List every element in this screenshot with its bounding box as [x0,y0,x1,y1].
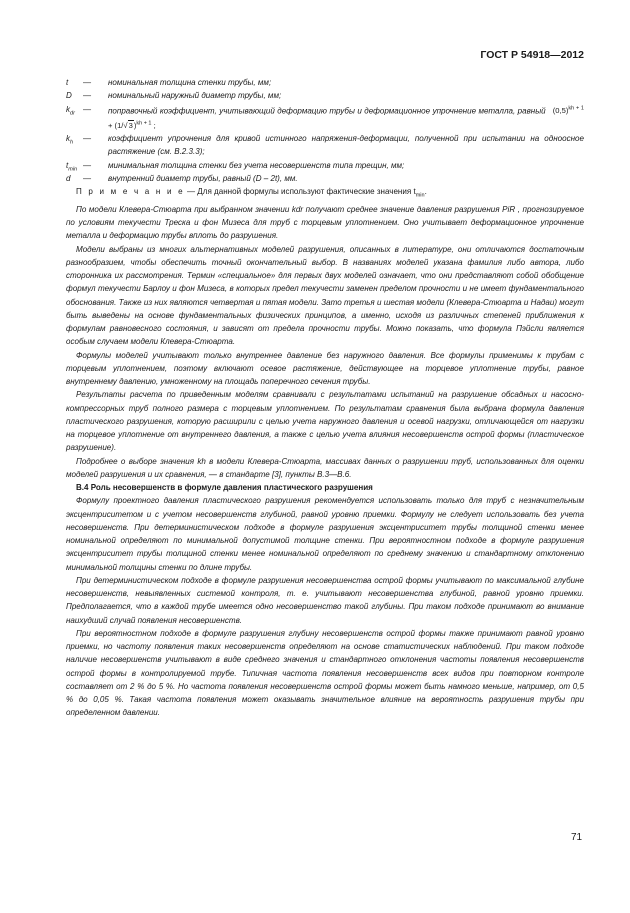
definition-d [66,172,584,185]
definition-text: номинальный наружный диаметр трубы, мм; [108,91,282,101]
definition-symbol: d [66,173,71,183]
paragraph: Модели выбраны из многих альтернативных моделей разрушения, описанных в литературе, они отличаются достаточным разнообразием, чтобы обеспечить точный окончательный выбор. В названиях моделей указана фамилия либо автора, либо сторонника их рассмотрения. Термин «специальное» для первых двух моделей означает, что они представляют собой обобщение формул текучести Барлоу и фон Мизеса, в которых предел текучести заменен пределом прочности и не имеет фундаментального обоснования. Также из них являются четвертая и пятая модели. Зато третья и шестая модели (Клевера-Стюарта и Надаи) могут быть выведены на основе фундаментальных физических принципов, а именно, исходя из различных степеней приближения к формулам равновесного состояния, и зависят от предела прочности трубы. Можно показать, что формула Пэйсли является особым случаем модели Клевера-Стюарта. [66,244,584,347]
definition-symbol: $k_h$ [66,134,74,146]
definition-symbol: D [66,91,72,101]
note-label: П р и м е ч а н и е [76,187,185,197]
definition-dash: — [83,104,92,114]
definition-t [66,76,584,89]
definition-dash: — [83,78,92,87]
definition-kdr [66,103,584,133]
definition-tmin [66,159,584,172]
definition-text: минимальная толщина стенки без учета несовершенств типа трещин, мм; [108,160,405,170]
kdr-formula: $(0,5)^{kh + 1} + (1/√3)^{kh + 1}$ ; [108,105,584,130]
definition-text: внутренний диаметр трубы, равный (D – 2t), мм. [108,173,298,183]
paragraph: По модели Клевера-Стюарта при выбранном значении kdr получают среднее значение давления разрушения PiR , прогнозируемое по условиям текучести Треска и фон Мизеса для труб с торцевым уплотнением. Оно учитывает деформационное упрочнение металла и деформацию трубы вплоть до разрушения. [66,204,584,241]
definition-text: поправочный коэффициент, учитывающий деформацию трубы и деформационное упрочнение металла, равный [108,106,546,116]
paragraph: При вероятностном подходе в формуле разрушения глубину несовершенств острой формы также принимают равной уровню приемки, но частоту появления таких несовершенств определяют на основе статистических наблюдений. При таком подходе наличие несовершенств учитывают в виде среднего значения и стандартного отклонения частоты появления несовершенств острой формы в контролируемой трубе. Типичная частота появления несовершенств всех видов при повторном контроле составляет от 2 % до 5 %. Но частота появления несовершенств острой формы может быть намного меньше, например, от 0,5 % до 0,05 %. Такая частота появления может оказывать значительное влияние на вероятность разрушения трубы при определенном давлении. [66,628,584,718]
note-text: — Для данной формулы используют фактические значения t [187,187,416,197]
definition-symbol: t [66,78,69,87]
document-body [66,76,584,720]
definition-dash: — [83,160,92,170]
definition-text: номинальная толщина стенки трубы, мм; [108,78,272,87]
paragraph: Подробнее о выборе значения kh в модели Клевера-Стюарта, массивах данных о разрушении труб, использованных для оценки моделей разрушения и их сравнения, — в стандарте [3], пункты В.3—В.6. [66,456,584,479]
section-heading: В.4 Роль несовершенств в формуле давления пластического разрушения [76,483,373,493]
paragraph: Результаты расчета по приведенным моделям сравнивали с результатами испытаний на разрушение обсадных и насосно-компрессорных труб полного размера с торцевым уплотнением. По результатам сравнения была выбрана формула давления пластического разрушения, которую расширили с целью учета наружного давления и осевой нагрузки, отличающейся от нагрузки на торцевое уплотнение от внутреннего давления, а также с целью учета влияния несовершенств острой формы (пластическое разрушение). [66,390,584,453]
definition-kh [66,132,584,159]
definition-D [66,89,584,102]
note: П р и м е ч а н и е — Для данной формулы используют фактические значения $t_{min}$. [76,187,427,199]
standard-header: ГОСТ Р 54918—2012 [480,49,584,61]
paragraph: При детерминистическом подходе в формуле разрушения несовершенства острой формы учитывают по максимальной глубине несовершенств, невыявленных системой контроля, т. е. учитывают несовершенства глубиной, равной уровню приемки. Предполагается, что в каждой трубе имеется одно несовершенство такой глубины. При таком подходе принимают во внимание наихудший случай появления несовершенств. [66,575,584,625]
definition-dash: — [83,91,92,101]
definition-dash: — [83,173,92,183]
definition-text: коэффициент упрочнения для кривой истинного напряжения-деформации, полученной при испытании на одноосное растяжение (см. В.2.3.3); [108,134,584,157]
paragraph: Формулу проектного давления пластического разрушения рекомендуется использовать только для труб с незначительным эксцентриситетом и с учетом несовершенств глубиной, равной уровню приемки. Формулу не следует использовать без учета несовершенств. При детерминистическом подходе в формуле разрушения эксцентриситет трубы толщиной стенки менее номинальной определяют по минимальной допустимой толщине стенки. При вероятностном подходе в формуле разрушения эксцентриситет трубы толщиной стенки менее номинальной определяют по среднему значению и стандартному отклонению минимальной толщины стенки по длине трубы. [66,496,584,572]
page-number: 71 [571,832,583,843]
definition-symbol: $k_{dr}$ [66,104,75,117]
definition-symbol: $t_{min}$ [66,160,78,173]
definition-dash: — [83,134,92,144]
paragraph: Формулы моделей учитывают только внутреннее давление без наружного давления. Все формулы применимы к трубам с торцевым уплотнением, поэтому включают осевое растяжение, действующее на торцевое уплотнение трубы, равное внутреннему давлению, умноженному на площадь поперечного сечения трубы. [66,350,584,387]
